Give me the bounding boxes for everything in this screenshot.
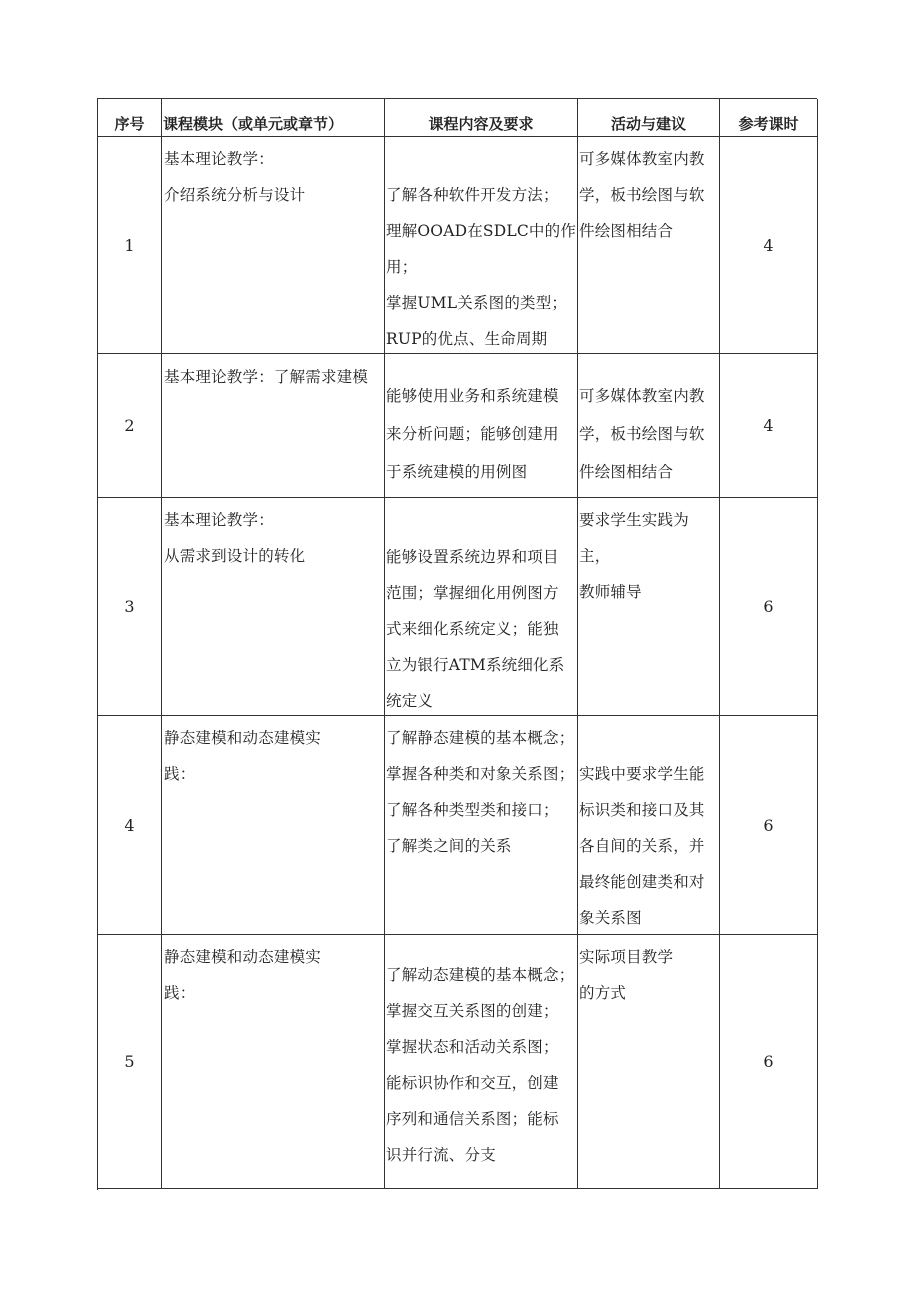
row-module-cell (162, 935, 385, 1189)
row-content-cell (385, 935, 578, 1189)
row-hours: 4 (720, 354, 818, 498)
curriculum-table (97, 98, 817, 1190)
header-index: 序号 (98, 99, 162, 137)
row-activity-text: 实践中要求学生能 标识类和接口及其 各自间的关系，并 最终能创建类和对 象关系图 (579, 765, 705, 927)
row-module-cell (162, 137, 385, 354)
row-activity-text: 可多媒体教室内教 学，板书绘图与软 件绘图相结合 (579, 150, 705, 240)
row-hours: 4 (720, 137, 818, 354)
header-hours: 参考课时 (720, 99, 818, 137)
row-index: 3 (98, 498, 162, 716)
row-activity-cell (578, 716, 720, 935)
row-activity-cell (578, 935, 720, 1189)
row-content-text: 了解各种软件开发方法； 理解OOAD在SDLC中的作用； 掌握UML关系图的类型； RUP的优点、生命周期 (386, 186, 577, 348)
row-content-cell (385, 498, 578, 716)
row-index: 4 (98, 716, 162, 935)
row-activity-cell (578, 137, 720, 354)
row-hours: 6 (720, 935, 818, 1189)
row-content-text: 了解动态建模的基本概念； 掌握交互关系图的创建； 掌握状态和活动关系图； 能标识协作和交互，创建 序列和通信关系图；能标 识并行流、分支 (386, 966, 575, 1164)
header-content: 课程内容及要求 (385, 99, 578, 137)
row-module-text: 静态建模和动态建模实 践： (164, 948, 322, 1002)
row-activity-text: 要求学生实践为主， 教师辅导 (579, 511, 689, 601)
row-module-text: 基本理论教学：了解需求建模 (164, 368, 369, 386)
row-content-text: 能够设置系统边界和项目 范围；掌握细化用例图方 式来细化系统定义；能独 立为银行ATM系统细化系 统定义 (386, 548, 565, 710)
row-module-text: 静态建模和动态建模实 践： (164, 729, 322, 783)
row-module-cell (162, 354, 385, 498)
row-activity-text: 实际项目教学 的方式 (579, 948, 674, 1002)
row-content-text: 了解静态建模的基本概念； 掌握各种类和对象关系图； 了解各种类型类和接口； 了解类之间的关系 (386, 729, 575, 855)
row-module-cell (162, 716, 385, 935)
row-index: 5 (98, 935, 162, 1189)
row-content-cell (385, 716, 578, 935)
row-module-text: 基本理论教学： 从需求到设计的转化 (164, 511, 306, 565)
row-activity-text: 可多媒体教室内教 学，板书绘图与软 件绘图相结合 (579, 387, 705, 481)
row-content-cell (385, 354, 578, 498)
row-activity-cell (578, 354, 720, 498)
header-activity: 活动与建议 (578, 99, 720, 137)
header-module: 课程模块（或单元或章节） (162, 99, 385, 137)
row-module-cell (162, 498, 385, 716)
row-module-text: 基本理论教学： 介绍系统分析与设计 (164, 150, 306, 204)
row-index: 2 (98, 354, 162, 498)
row-index: 1 (98, 137, 162, 354)
row-hours: 6 (720, 716, 818, 935)
row-activity-cell (578, 498, 720, 716)
row-content-cell (385, 137, 578, 354)
row-hours: 6 (720, 498, 818, 716)
row-content-text: 能够使用业务和系统建模 来分析问题；能够创建用 于系统建模的用例图 (386, 387, 559, 481)
